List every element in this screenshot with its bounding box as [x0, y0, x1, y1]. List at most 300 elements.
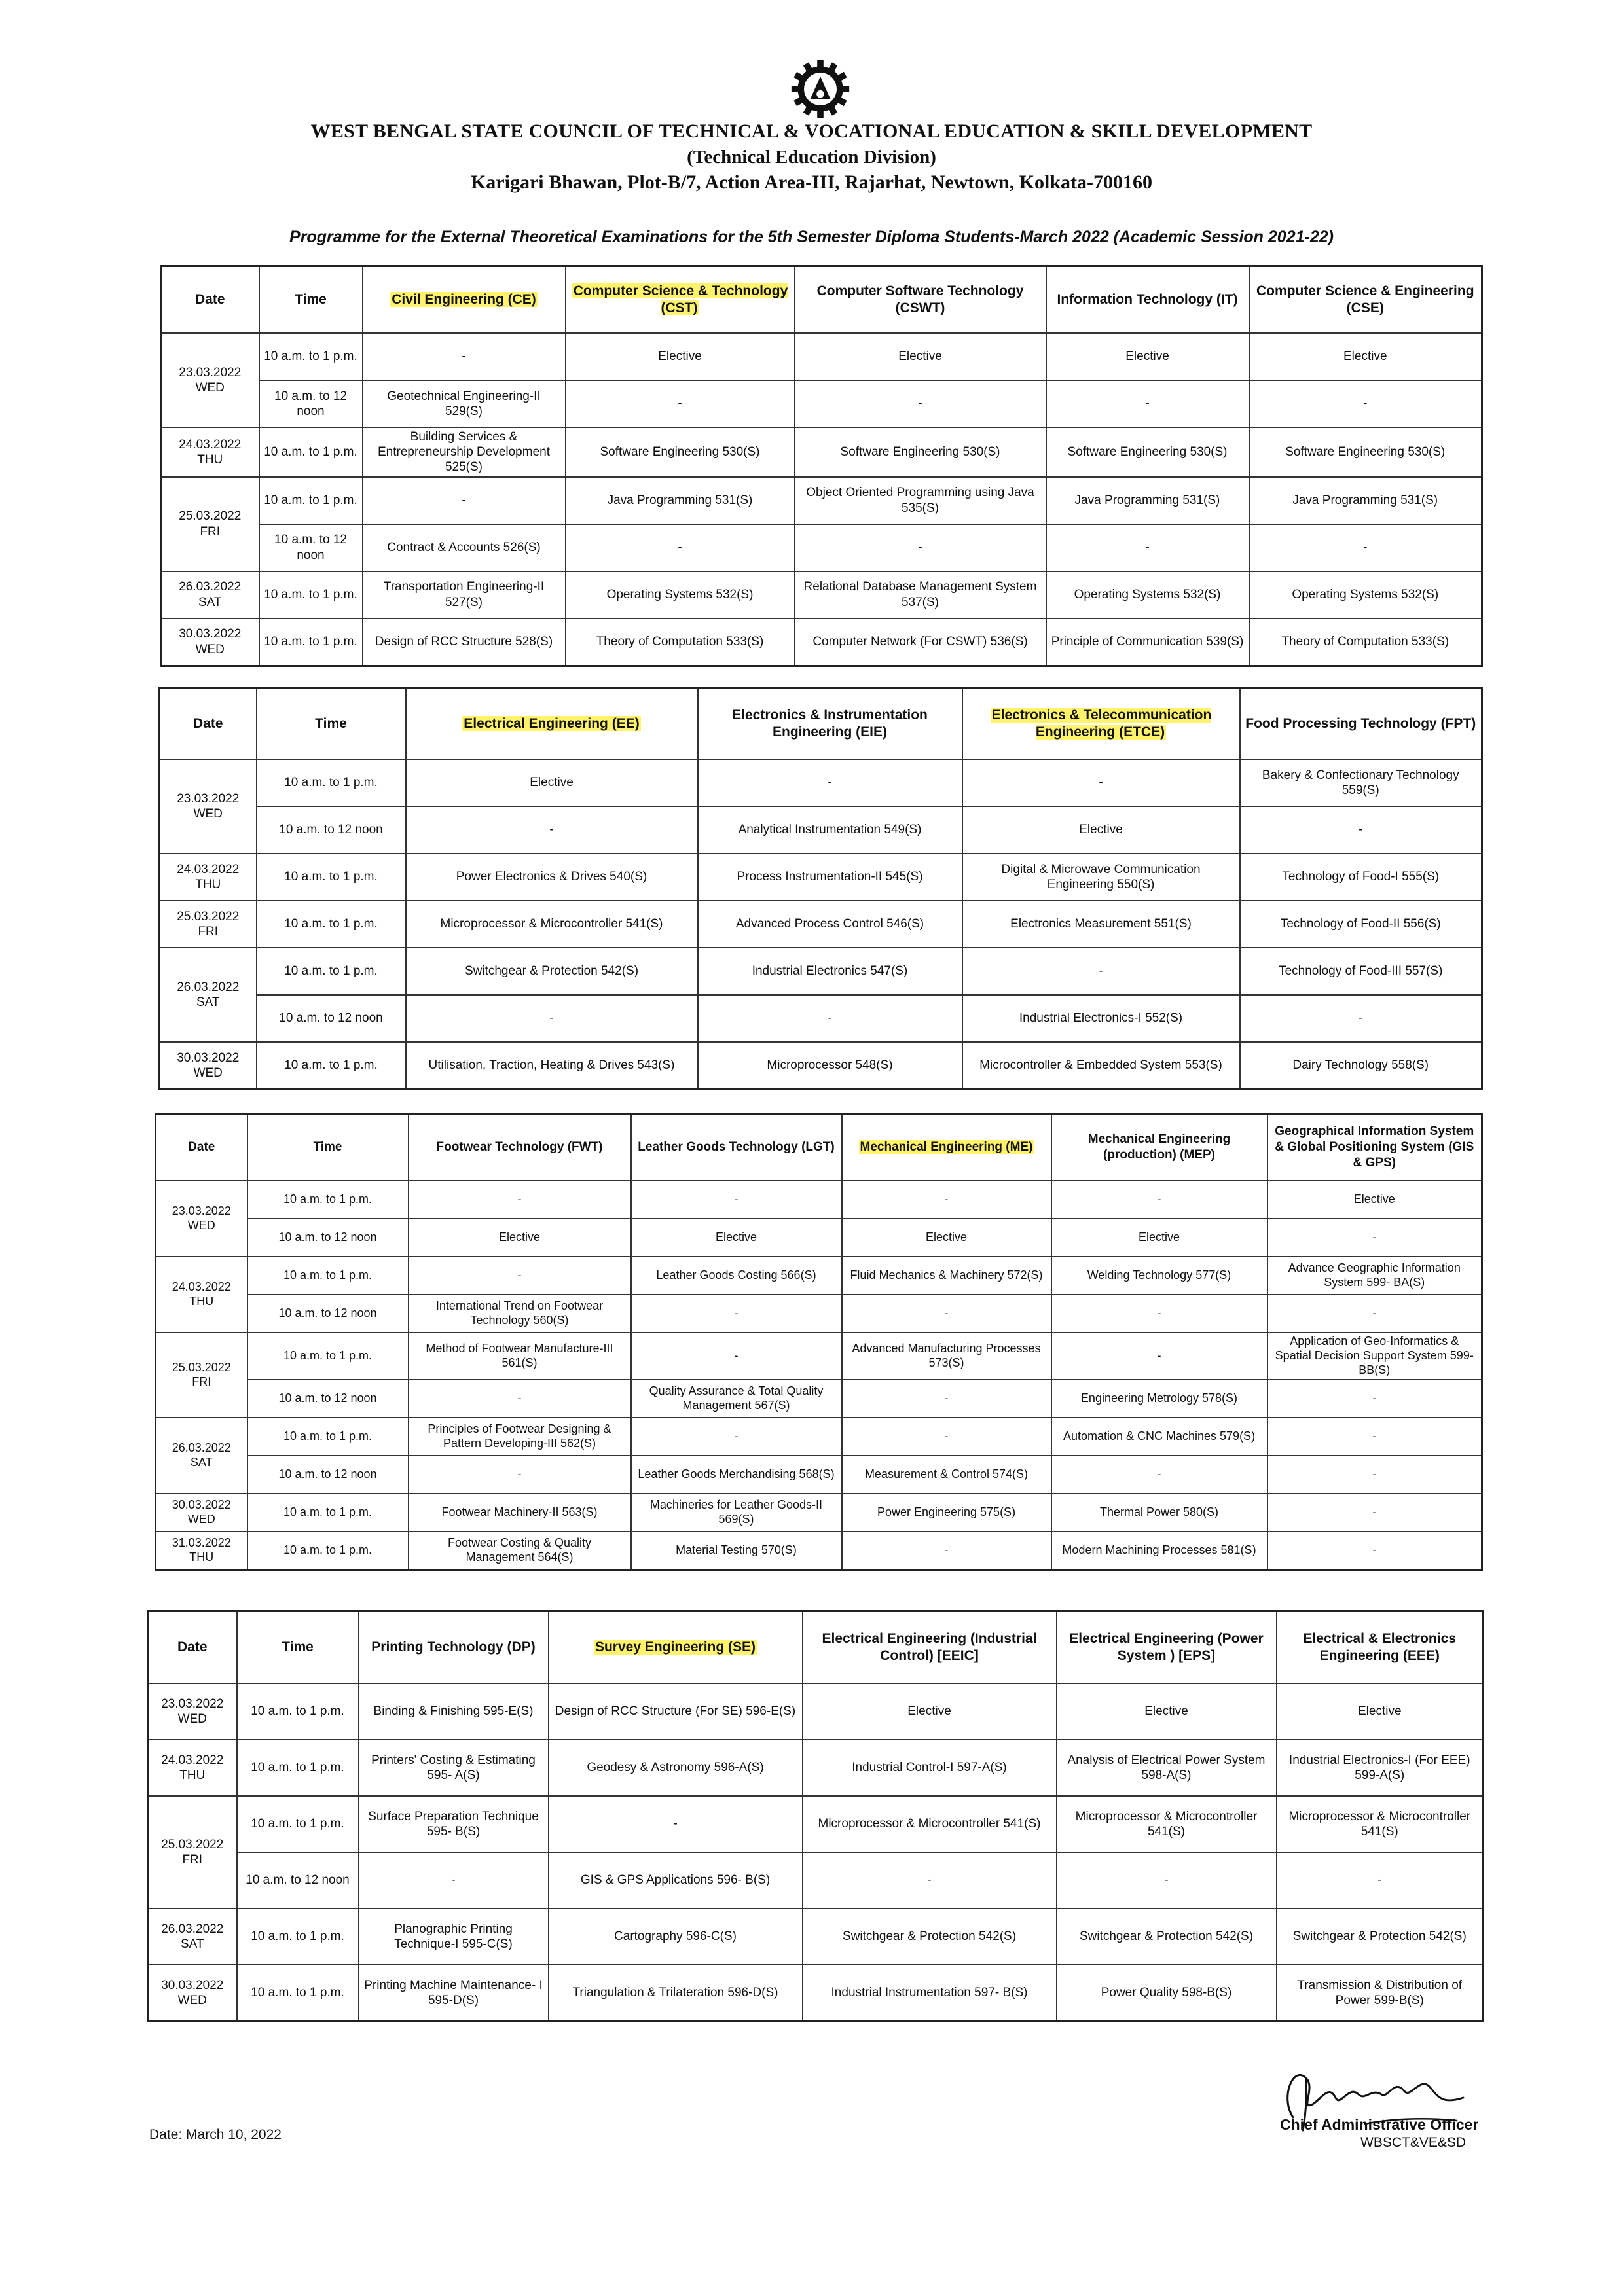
subject-cell: Elective — [842, 1219, 1051, 1257]
column-header — [803, 1611, 1057, 1684]
subject-cell: - — [1051, 1181, 1267, 1219]
time-cell: 10 a.m. to 12 noon — [247, 1456, 409, 1494]
subject-cell: - — [795, 380, 1046, 427]
column-header-label: Food Processing Technology (FPT) — [1245, 715, 1476, 731]
column-header — [161, 266, 259, 334]
exam-day: FRI — [182, 1853, 203, 1867]
subject-cell: - — [631, 1333, 842, 1380]
subject-cell: Industrial Electronics-I (For EEE) 599-A(S) — [1277, 1740, 1484, 1796]
subject-cell: - — [1240, 995, 1482, 1042]
subject-cell: Leather Goods Costing 566(S) — [631, 1257, 842, 1295]
column-header — [1267, 1114, 1482, 1181]
subject-cell: - — [409, 1456, 631, 1494]
header-row — [148, 1611, 1484, 1684]
subject-cell: Microcontroller & Embedded System 553(S) — [962, 1042, 1240, 1090]
time-cell: 10 a.m. to 1 p.m. — [237, 1740, 359, 1796]
table-row — [156, 1418, 1482, 1456]
table-row — [160, 948, 1482, 995]
subject-cell: - — [842, 1295, 1051, 1333]
programme-title: Programme for the External Theoretical Examinations for the 5th Semester Diploma Students-March 2022 (Academic Session 2021-22) — [289, 228, 1334, 246]
schedule-table-1 — [160, 265, 1483, 667]
exam-day: WED — [193, 1066, 223, 1080]
exam-day: FRI — [200, 524, 221, 539]
exam-date: 25.03.2022 — [177, 909, 240, 924]
date-cell — [148, 1965, 237, 2022]
signatory-org: WBSCT&VE&SD — [1360, 2135, 1467, 2150]
column-header-label: Electronics & Instrumentation Engineering (EIE) — [732, 707, 928, 740]
column-header — [962, 689, 1240, 760]
subject-cell: - — [406, 995, 698, 1042]
signatory-title: Chief Administrative Officer — [1280, 2116, 1479, 2133]
subject-cell: Leather Goods Merchandising 568(S) — [631, 1456, 842, 1494]
column-header-label: Date — [188, 1140, 215, 1155]
exam-day: SAT — [180, 1937, 204, 1951]
subject-cell: Machineries for Leather Goods-II 569(S) — [631, 1494, 842, 1532]
exam-day: SAT — [196, 996, 220, 1009]
time-cell: 10 a.m. to 1 p.m. — [257, 1042, 406, 1090]
subject-cell: Geotechnical Engineering-II 529(S) — [363, 380, 566, 427]
subject-cell: Application of Geo-Informatics & Spatial Decision Support System 599-BB(S) — [1267, 1333, 1482, 1380]
column-header — [160, 689, 257, 760]
time-cell: 10 a.m. to 1 p.m. — [259, 477, 363, 524]
time-cell: 10 a.m. to 1 p.m. — [259, 571, 363, 619]
subject-cell: - — [842, 1532, 1051, 1570]
table-row — [156, 1257, 1482, 1295]
time-cell: 10 a.m. to 1 p.m. — [247, 1494, 409, 1532]
time-cell: 10 a.m. to 1 p.m. — [247, 1532, 409, 1570]
date-cell — [156, 1257, 247, 1333]
subject-cell: Technology of Food-II 556(S) — [1240, 901, 1482, 948]
time-cell: 10 a.m. to 1 p.m. — [247, 1418, 409, 1456]
date-cell — [148, 1740, 237, 1796]
subject-cell: Switchgear & Protection 542(S) — [803, 1909, 1057, 1965]
subject-cell: - — [1046, 380, 1249, 427]
schedule-table-2 — [158, 687, 1483, 1090]
subject-cell: Software Engineering 530(S) — [1249, 427, 1482, 477]
column-header-label: Time — [295, 291, 327, 307]
column-header — [1277, 1611, 1484, 1684]
time-cell: 10 a.m. to 1 p.m. — [257, 901, 406, 948]
subject-cell: - — [803, 1852, 1057, 1909]
column-header — [156, 1114, 247, 1181]
column-header-label: Time — [313, 1140, 342, 1155]
subject-cell: Object Oriented Programming using Java 535(S) — [795, 477, 1046, 524]
column-header-label: Mechanical Engineering (production) (MEP) — [1087, 1132, 1231, 1162]
subject-cell: Principle of Communication 539(S) — [1046, 619, 1249, 666]
column-header-label: Mechanical Engineering (ME) — [860, 1140, 1033, 1155]
subject-cell: Advanced Manufacturing Processes 573(S) — [842, 1333, 1051, 1380]
exam-date: 24.03.2022 — [179, 437, 242, 452]
exam-day: WED — [195, 381, 225, 395]
column-header — [842, 1114, 1051, 1181]
subject-cell: - — [1267, 1494, 1482, 1532]
time-cell: 10 a.m. to 12 noon — [259, 380, 363, 427]
time-cell: 10 a.m. to 12 noon — [257, 806, 406, 853]
exam-date: 24.03.2022 — [161, 1753, 224, 1767]
table-row — [148, 1909, 1484, 1965]
header-row — [156, 1114, 1482, 1181]
date-cell — [156, 1494, 247, 1532]
column-header-label: Electrical Engineering (EE) — [464, 715, 640, 731]
subject-cell: Design of RCC Structure 528(S) — [363, 619, 566, 666]
table-row — [156, 1380, 1482, 1418]
table-row — [160, 995, 1482, 1042]
subject-cell: Operating Systems 532(S) — [1249, 571, 1482, 619]
subject-cell: Switchgear & Protection 542(S) — [406, 948, 698, 995]
column-header — [1051, 1114, 1267, 1181]
exam-date: 24.03.2022 — [177, 862, 240, 876]
subject-cell: Industrial Electronics-I 552(S) — [962, 995, 1240, 1042]
time-cell: 10 a.m. to 1 p.m. — [237, 1909, 359, 1965]
exam-date: 23.03.2022 — [177, 791, 240, 806]
exam-day: FRI — [198, 925, 219, 939]
column-header — [1249, 266, 1482, 334]
exam-day: THU — [189, 1295, 214, 1308]
subject-cell: Elective — [631, 1219, 842, 1257]
date-cell — [156, 1181, 247, 1257]
subject-cell: Thermal Power 580(S) — [1051, 1494, 1267, 1532]
subject-cell: Software Engineering 530(S) — [1046, 427, 1249, 477]
table-row — [161, 380, 1482, 427]
date-cell — [161, 619, 259, 666]
subject-cell: Switchgear & Protection 542(S) — [1277, 1909, 1484, 1965]
exam-date: 24.03.2022 — [172, 1280, 231, 1294]
subject-cell: - — [631, 1181, 842, 1219]
subject-cell: Advanced Process Control 546(S) — [698, 901, 962, 948]
subject-cell: Elective — [962, 806, 1240, 853]
column-header-label: Printing Technology (DP) — [371, 1639, 536, 1655]
column-header-label: Electrical Engineering (Industrial Control) [EEIC] — [822, 1630, 1037, 1663]
date-cell — [160, 853, 257, 901]
subject-cell: - — [1267, 1532, 1482, 1570]
subject-cell: Elective — [1051, 1219, 1267, 1257]
column-header — [409, 1114, 631, 1181]
exam-day: WED — [193, 807, 223, 821]
exam-day: SAT — [190, 1455, 213, 1469]
subject-cell: - — [1267, 1380, 1482, 1418]
date-cell — [161, 333, 259, 427]
column-header-label: Civil Engineering (CE) — [392, 291, 536, 307]
exam-date: 30.03.2022 — [161, 1978, 224, 1992]
subject-cell: - — [795, 524, 1046, 571]
subject-cell: Geodesy & Astronomy 596-A(S) — [549, 1740, 803, 1796]
time-cell: 10 a.m. to 1 p.m. — [237, 1683, 359, 1740]
exam-day: WED — [187, 1512, 215, 1526]
subject-cell: Analytical Instrumentation 549(S) — [698, 806, 962, 853]
table-row — [156, 1532, 1482, 1570]
exam-date: 23.03.2022 — [161, 1696, 224, 1711]
exam-date: 26.03.2022 — [177, 980, 240, 994]
subject-cell: Transportation Engineering-II 527(S) — [363, 571, 566, 619]
subject-cell: Planographic Printing Technique-I 595-C(S) — [359, 1909, 549, 1965]
subject-cell: Elective — [1046, 333, 1249, 380]
subject-cell: Power Engineering 575(S) — [842, 1494, 1051, 1532]
subject-cell: Theory of Computation 533(S) — [566, 619, 795, 666]
subject-cell: Elective — [795, 333, 1046, 380]
subject-cell: - — [1267, 1456, 1482, 1494]
subject-cell: Industrial Electronics 547(S) — [698, 948, 962, 995]
column-header-label: Date — [192, 715, 223, 731]
table-row — [160, 901, 1482, 948]
table-row — [161, 571, 1482, 619]
subject-cell: Method of Footwear Manufacture-III 561(S) — [409, 1333, 631, 1380]
subject-cell: Footwear Costing & Quality Management 564(S) — [409, 1532, 631, 1570]
subject-cell: Java Programming 531(S) — [1249, 477, 1482, 524]
time-cell: 10 a.m. to 12 noon — [247, 1295, 409, 1333]
subject-cell: Microprocessor & Microcontroller 541(S) — [406, 901, 698, 948]
exam-day: FRI — [192, 1374, 211, 1388]
subject-cell: Printing Machine Maintenance- I 595-D(S) — [359, 1965, 549, 2022]
subject-cell: - — [406, 806, 698, 853]
subject-cell: Software Engineering 530(S) — [795, 427, 1046, 477]
table-row — [156, 1333, 1482, 1380]
date-cell — [156, 1532, 247, 1570]
exam-date: 26.03.2022 — [172, 1441, 231, 1454]
subject-cell: Utilisation, Traction, Heating & Drives 543(S) — [406, 1042, 698, 1090]
subject-cell: Industrial Control-I 597-A(S) — [803, 1740, 1057, 1796]
subject-cell: Microprocessor & Microcontroller 541(S) — [803, 1796, 1057, 1852]
exam-day: THU — [189, 1550, 214, 1564]
table-row — [161, 524, 1482, 571]
date-cell — [160, 948, 257, 1042]
column-header — [363, 266, 566, 334]
exam-date: 30.03.2022 — [172, 1498, 231, 1511]
subject-cell: - — [698, 995, 962, 1042]
subject-cell: - — [409, 1380, 631, 1418]
column-header — [237, 1611, 359, 1684]
subject-cell: Java Programming 531(S) — [1046, 477, 1249, 524]
subject-cell: Welding Technology 577(S) — [1051, 1257, 1267, 1295]
subject-cell: Software Engineering 530(S) — [566, 427, 795, 477]
subject-cell: Contract & Accounts 526(S) — [363, 524, 566, 571]
subject-cell: Automation & CNC Machines 579(S) — [1051, 1418, 1267, 1456]
subject-cell: Computer Network (For CSWT) 536(S) — [795, 619, 1046, 666]
subject-cell: Power Quality 598-B(S) — [1057, 1965, 1277, 2022]
column-header — [631, 1114, 842, 1181]
subject-cell: - — [409, 1181, 631, 1219]
time-cell: 10 a.m. to 12 noon — [259, 524, 363, 571]
column-header-label: Leather Goods Technology (LGT) — [638, 1140, 835, 1155]
exam-day: WED — [187, 1219, 215, 1232]
exam-date: 31.03.2022 — [172, 1535, 231, 1549]
subject-cell: Java Programming 531(S) — [566, 477, 795, 524]
column-header-label: Footwear Technology (FWT) — [436, 1140, 603, 1155]
exam-day: WED — [177, 1712, 207, 1726]
subject-cell: Printers' Costing & Estimating 595- A(S) — [359, 1740, 549, 1796]
subject-cell: Bakery & Confectionary Technology 559(S) — [1240, 759, 1482, 806]
date-cell — [160, 901, 257, 948]
time-cell: 10 a.m. to 1 p.m. — [259, 427, 363, 477]
subject-cell: - — [359, 1852, 549, 1909]
subject-cell: Dairy Technology 558(S) — [1240, 1042, 1482, 1090]
subject-cell: - — [631, 1295, 842, 1333]
time-cell: 10 a.m. to 1 p.m. — [247, 1333, 409, 1380]
table-row — [156, 1494, 1482, 1532]
subject-cell: - — [698, 759, 962, 806]
subject-cell: - — [1051, 1333, 1267, 1380]
table-row — [161, 619, 1482, 666]
header-row — [161, 266, 1482, 334]
subject-cell: Elective — [406, 759, 698, 806]
subject-cell: Engineering Metrology 578(S) — [1051, 1380, 1267, 1418]
subject-cell: Principles of Footwear Designing & Pattern Developing-III 562(S) — [409, 1418, 631, 1456]
subject-cell: Advance Geographic Information System 599- BA(S) — [1267, 1257, 1482, 1295]
subject-cell: International Trend on Footwear Technology 560(S) — [409, 1295, 631, 1333]
subject-cell: Design of RCC Structure (For SE) 596-E(S) — [549, 1683, 803, 1740]
subject-cell: - — [363, 333, 566, 380]
subject-cell: Digital & Microwave Communication Engineering 550(S) — [962, 853, 1240, 901]
subject-cell: Industrial Instrumentation 597- B(S) — [803, 1965, 1057, 2022]
column-header — [1057, 1611, 1277, 1684]
subject-cell: - — [549, 1796, 803, 1852]
council-address: Karigari Bhawan, Plot-B/7, Action Area-III, Rajarhat, Newtown, Kolkata-700160 — [470, 171, 1153, 193]
table-row — [160, 806, 1482, 853]
time-cell: 10 a.m. to 1 p.m. — [257, 853, 406, 901]
table-row — [160, 853, 1482, 901]
column-header — [698, 689, 962, 760]
exam-date: 30.03.2022 — [177, 1050, 240, 1065]
subject-cell: - — [842, 1181, 1051, 1219]
exam-day: SAT — [198, 595, 222, 609]
subject-cell: - — [842, 1380, 1051, 1418]
date-cell — [161, 477, 259, 571]
date-cell — [160, 1042, 257, 1090]
subject-cell: Quality Assurance & Total Quality Management 567(S) — [631, 1380, 842, 1418]
exam-date: 25.03.2022 — [179, 509, 242, 524]
exam-day: THU — [195, 878, 221, 891]
time-cell: 10 a.m. to 12 noon — [247, 1380, 409, 1418]
column-header — [1240, 689, 1482, 760]
exam-date: 25.03.2022 — [172, 1360, 231, 1374]
time-cell: 10 a.m. to 1 p.m. — [257, 759, 406, 806]
subject-cell: Operating Systems 532(S) — [1046, 571, 1249, 619]
subject-cell: Cartography 596-C(S) — [549, 1909, 803, 1965]
date-cell — [160, 759, 257, 853]
subject-cell: Triangulation & Trilateration 596-D(S) — [549, 1965, 803, 2022]
column-header — [359, 1611, 549, 1684]
subject-cell: Operating Systems 532(S) — [566, 571, 795, 619]
subject-cell: Building Services & Entrepreneurship Development 525(S) — [363, 427, 566, 477]
exam-date: 25.03.2022 — [161, 1837, 224, 1852]
table-row — [156, 1219, 1482, 1257]
subject-cell: Power Electronics & Drives 540(S) — [406, 853, 698, 901]
subject-cell: Electronics Measurement 551(S) — [962, 901, 1240, 948]
subject-cell: Surface Preparation Technique 595- B(S) — [359, 1796, 549, 1852]
time-cell: 10 a.m. to 1 p.m. — [237, 1965, 359, 2022]
subject-cell: Switchgear & Protection 542(S) — [1057, 1909, 1277, 1965]
column-header — [148, 1611, 237, 1684]
column-header-label: Survey Engineering (SE) — [594, 1639, 756, 1655]
exam-day: THU — [179, 1768, 206, 1782]
table-row — [148, 1740, 1484, 1796]
subject-cell: Elective — [1057, 1683, 1277, 1740]
date-cell — [148, 1796, 237, 1909]
table-row — [156, 1295, 1482, 1333]
table-row — [161, 427, 1482, 477]
council-emblem-icon — [789, 58, 852, 120]
date-cell — [161, 571, 259, 619]
exam-day: WED — [177, 1994, 207, 2007]
subject-cell: Technology of Food-I 555(S) — [1240, 853, 1482, 901]
subject-cell: Elective — [409, 1219, 631, 1257]
column-header — [566, 266, 795, 334]
subject-cell: - — [842, 1418, 1051, 1456]
table-row — [160, 1042, 1482, 1090]
exam-day: THU — [197, 452, 223, 467]
column-header-label: Time — [315, 715, 347, 731]
subject-cell: Footwear Machinery-II 563(S) — [409, 1494, 631, 1532]
time-cell: 10 a.m. to 1 p.m. — [247, 1181, 409, 1219]
exam-date: 26.03.2022 — [179, 580, 242, 594]
exam-date: 23.03.2022 — [179, 365, 242, 380]
subject-cell: Microprocessor & Microcontroller 541(S) — [1057, 1796, 1277, 1852]
subject-cell: - — [1249, 524, 1482, 571]
time-cell: 10 a.m. to 1 p.m. — [259, 333, 363, 380]
subject-cell: - — [1249, 380, 1482, 427]
subject-cell: - — [1051, 1456, 1267, 1494]
exam-date: 30.03.2022 — [179, 627, 242, 641]
column-header — [549, 1611, 803, 1684]
division-name: (Technical Education Division) — [687, 147, 936, 168]
date-cell — [161, 427, 259, 477]
subject-cell: - — [1267, 1219, 1482, 1257]
subject-cell: GIS & GPS Applications 596- B(S) — [549, 1852, 803, 1909]
subject-cell: Relational Database Management System 537(S) — [795, 571, 1046, 619]
subject-cell: Measurement & Control 574(S) — [842, 1456, 1051, 1494]
column-header-label: Geographical Information System & Global Positioning System (GIS & GPS) — [1275, 1124, 1474, 1170]
subject-cell: Analysis of Electrical Power System 598-A(S) — [1057, 1740, 1277, 1796]
subject-cell: - — [1051, 1295, 1267, 1333]
column-header-label: Electrical & Electronics Engineering (EEE) — [1303, 1630, 1456, 1663]
subject-cell: Elective — [566, 333, 795, 380]
subject-cell: - — [962, 948, 1240, 995]
column-header-label: Information Technology (IT) — [1057, 291, 1238, 307]
column-header — [247, 1114, 409, 1181]
column-header — [1046, 266, 1249, 334]
column-header-label: Time — [282, 1639, 314, 1655]
subject-cell: Theory of Computation 533(S) — [1249, 619, 1482, 666]
council-name: WEST BENGAL STATE COUNCIL OF TECHNICAL & VOCATIONAL EDUCATION & SKILL DEVELOPMENT — [310, 120, 1313, 142]
time-cell: 10 a.m. to 1 p.m. — [259, 619, 363, 666]
column-header-label: Computer Science & Engineering (CSE) — [1256, 283, 1474, 315]
subject-cell: - — [1277, 1852, 1484, 1909]
time-cell: 10 a.m. to 12 noon — [247, 1219, 409, 1257]
subject-cell: - — [1046, 524, 1249, 571]
schedule-table-3 — [155, 1113, 1483, 1571]
subject-cell: - — [1267, 1295, 1482, 1333]
column-header-label: Computer Science & Technology (CST) — [573, 283, 788, 315]
table-row — [161, 477, 1482, 524]
subject-cell: - — [566, 524, 795, 571]
subject-cell: Binding & Finishing 595-E(S) — [359, 1683, 549, 1740]
exam-date: 23.03.2022 — [172, 1204, 231, 1218]
subject-cell: - — [1240, 806, 1482, 853]
header-row — [160, 689, 1482, 760]
subject-cell: Microprocessor & Microcontroller 541(S) — [1277, 1796, 1484, 1852]
subject-cell: Modern Machining Processes 581(S) — [1051, 1532, 1267, 1570]
subject-cell: Material Testing 570(S) — [631, 1532, 842, 1570]
subject-cell: - — [1057, 1852, 1277, 1909]
date-cell — [148, 1683, 237, 1740]
table-row — [156, 1181, 1482, 1219]
time-cell: 10 a.m. to 1 p.m. — [257, 948, 406, 995]
subject-cell: - — [962, 759, 1240, 806]
subject-cell: - — [409, 1257, 631, 1295]
table-row — [148, 1852, 1484, 1909]
subject-cell: Elective — [1249, 333, 1482, 380]
column-header — [259, 266, 363, 334]
table-row — [156, 1456, 1482, 1494]
